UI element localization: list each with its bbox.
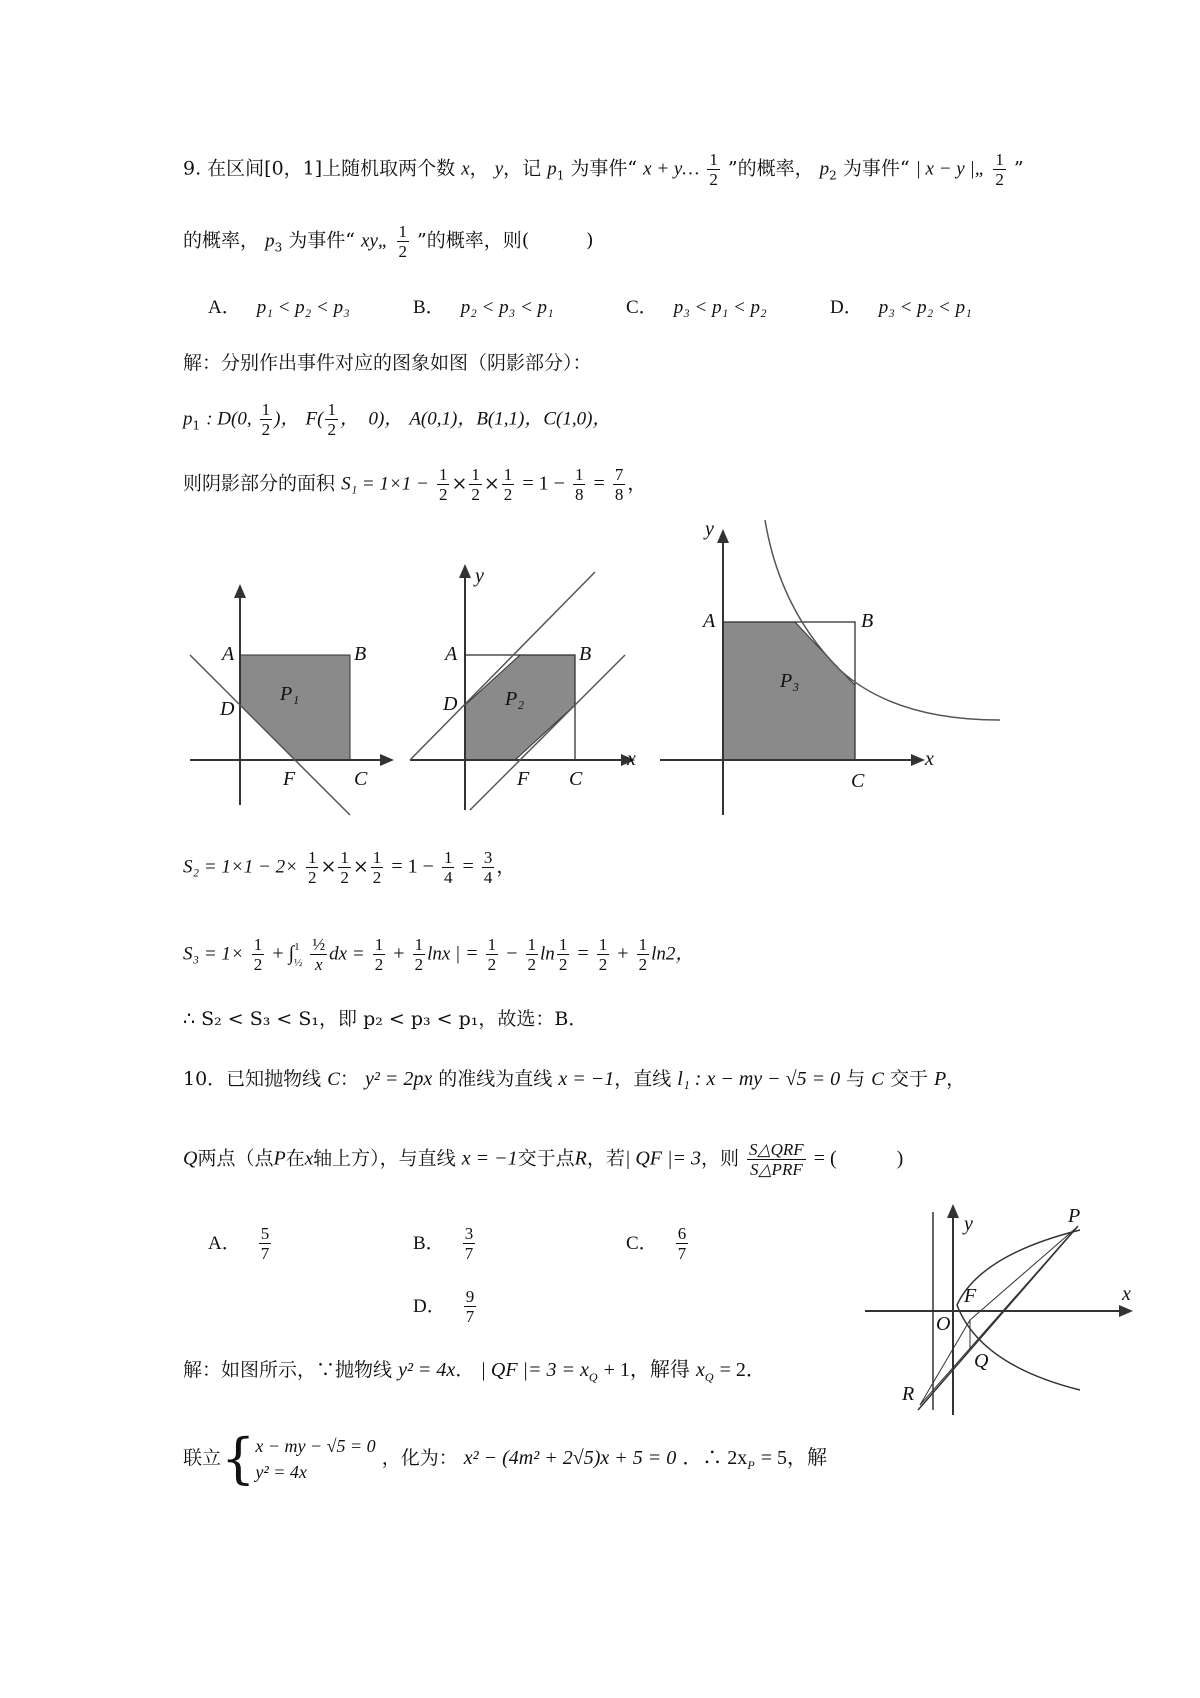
condition-3: xy„ [361,230,389,252]
label-o: O [936,1313,951,1335]
equals: = [577,942,589,965]
label-f: F [283,768,296,790]
times-sign: × [451,472,468,495]
fraction-half [306,848,319,887]
conclusion-text: ∴ S₂ < S₃ < S₁，即 p₂ < p₃ < p₁，故选：B． [183,1008,588,1030]
points-abc: A(0,1)，B(1,1)，C(1,0)， [409,408,612,430]
q9-solution-points [183,400,611,439]
var-x: x [461,158,470,180]
system-eq-2: y² = 4x [255,1462,307,1482]
frac-den: 2 [374,955,384,974]
q9-option-d [830,292,972,319]
system-eq-1: x − my − √5 = 0 [255,1436,376,1456]
label-d: D [443,693,458,715]
x-axis-arrow [911,754,925,766]
ln2: ln2， [651,943,695,965]
label-c: C [569,768,583,790]
s3-expr: S₃ = 1× [183,943,244,965]
q10-text: 轴上方），与直线 [313,1147,456,1170]
q10-line1 [183,1065,965,1094]
fraction-half [373,935,386,974]
label-x: x [925,748,934,770]
s1-expr: S₁ = 1×1 − [341,473,429,495]
label-x: x [627,748,636,770]
label-p1: P₁ [280,683,300,705]
frac-num: 3 [464,1224,474,1243]
fraction-half [338,848,351,887]
option-label: A． [208,1232,241,1254]
q10-stem: 10．已知抛物线 [183,1068,322,1090]
condition-1: x + y… [643,158,700,180]
y-axis-arrow [234,584,246,598]
q9-line2 [183,222,594,261]
q10-option-d [413,1287,478,1326]
ratio-den: S△PRF [749,1160,803,1179]
subscript-q: Q [588,1369,598,1384]
option-text: p₃ < p₂ < p₁ [878,297,972,318]
figure-parabola [860,1200,1140,1420]
point-f-end: ， 0)， [339,408,404,430]
q9-line1 [183,150,1024,189]
fraction-half [437,465,450,504]
solution-text: + 1，解得 [603,1359,690,1381]
punct: ， [469,157,489,180]
label-b: B [354,643,367,665]
solution-text: = 5，解 [760,1447,827,1469]
option-fraction [463,1224,476,1263]
equals: = [466,942,478,965]
frac-den: 2 [995,170,1004,189]
frac-num: 1 [438,465,448,484]
p1-symbol: p [183,408,193,430]
directrix-equation: x = −1 [558,1068,615,1090]
frac-num: 1 [261,400,271,419]
solution-text: = 2． [719,1359,766,1381]
parabola-equation: y² = 4x [398,1359,456,1381]
q10-solution-line1 [183,1356,766,1391]
frac-den: 2 [503,485,513,504]
frac-den: 2 [307,868,317,887]
fraction-half [371,848,384,887]
q10-text: 的准线为直线 [438,1068,553,1090]
frac-den: 4 [443,868,453,887]
label-p3: P₃ [780,670,800,692]
q10-line2 [183,1140,903,1179]
label-c: C [851,770,865,792]
plus: + [393,942,405,965]
p1-sub: 1 [192,418,201,433]
equals: = 1 − [391,855,434,878]
solution-text: 则阴影部分的面积 [183,472,336,495]
figure-p2 [405,560,645,820]
option-fraction [676,1224,689,1263]
frac-den: 2 [487,955,497,974]
q9-text: 为事件“ [570,157,638,180]
frac-den: 2 [527,955,537,974]
equals: = 1 − [522,472,565,495]
punct: ， [496,855,516,878]
p2-sub: 2 [829,168,837,183]
frac-den: 7 [465,1307,475,1326]
ln: ln [540,943,555,965]
option-fraction [464,1287,477,1326]
q10-text: ，若 [586,1147,625,1170]
var-x: x [695,1359,705,1381]
frac-num: 1 [598,935,608,954]
figure-p3 [655,515,1010,820]
punct: ． [455,1359,475,1381]
figure-p1 [180,580,400,820]
quote-mark: ” [1013,157,1024,180]
q10-option-b [413,1224,477,1263]
p2-symbol: p [819,158,830,180]
fraction-1-8 [573,465,586,504]
q9-stem: 9. 在区间[0，1]上随机取两个数 [183,157,456,180]
s2-expr: S₂ = 1×1 − 2× [183,856,298,878]
fraction-3-4 [482,848,495,887]
y-axis-arrow [947,1204,959,1218]
symbol-x: x [304,1148,314,1170]
fraction-half [502,465,515,504]
quadratic-equation: x² − (4m² + 2√5)x + 5 = 0 [463,1447,677,1469]
segment-pf [970,1228,1076,1320]
symbol-c: C [871,1069,884,1090]
equals: = [593,472,605,495]
frac-num: 1 [527,935,537,954]
qf-condition: | QF |= 3 [624,1147,701,1170]
parabola-equation: y² = 2px [364,1068,433,1090]
frac-den: 2 [398,242,407,261]
label-y: y [705,518,714,540]
label-f: F [964,1285,977,1307]
var-y: y [494,158,504,180]
plus: + [617,942,629,965]
punct: ，记 [503,157,542,180]
q9-s2-line [183,848,515,887]
q9-s1-line [183,465,646,504]
lnx: lnx | [427,943,461,965]
fraction-half [486,935,499,974]
option-label: C． [626,1232,658,1254]
area-ratio [747,1140,806,1179]
q10-text: 交于点 [517,1147,575,1170]
frac-num: 1 [307,848,317,867]
times-sign: × [483,472,500,495]
p3-sub: 3 [274,240,283,255]
solution-text: ．∴ 2x [682,1447,748,1469]
frac-num: 1 [709,150,718,169]
fraction-half [413,935,426,974]
punct: ， [946,1068,966,1090]
left-brace: { [221,1427,256,1490]
subscript-p: P [747,1457,755,1472]
frac-num: 9 [465,1287,475,1306]
label-p: P [1068,1205,1081,1227]
q10-text: 在 [285,1147,305,1170]
equation-system [255,1433,375,1485]
frac-num: 1 [372,848,382,867]
fraction-half [325,400,338,439]
q9-text: 为事件“ [842,157,910,180]
option-text: p₁ < p₂ < p₃ [256,297,350,318]
q10-text: ，则 [700,1147,739,1170]
frac-den: 7 [260,1244,270,1263]
point-f: F( [305,408,324,430]
frac-den: 2 [638,955,648,974]
frac-den: 2 [327,420,336,439]
option-fraction [259,1224,272,1263]
frac-den: 2 [558,955,568,974]
q9-text: ”的概率，则( ) [417,229,594,252]
option-label: B． [413,297,445,318]
q9-solution-intro [183,349,592,377]
frac-den: 2 [414,955,424,974]
option-label: D． [413,1295,446,1317]
frac-den: 2 [340,868,349,887]
integrand [310,935,327,974]
label-r: R [902,1383,915,1405]
label-q: Q [974,1350,989,1372]
frac-num: 1 [471,465,480,484]
q10-text: 与 [846,1068,866,1090]
lower-limit: ½ [294,956,303,969]
fraction-half [637,935,650,974]
point-d: : D(0, [206,408,252,430]
option-label: D． [830,297,863,318]
q10-text: = ( ) [813,1147,904,1170]
label-b: B [861,610,874,632]
frac-den: 7 [464,1244,474,1263]
frac-num: 1 [995,150,1004,169]
symbol-p: P [934,1068,947,1090]
q10-text: ，直线 [614,1068,672,1090]
frac-num: 1 [574,465,584,484]
p3-symbol: p [265,230,275,252]
q9-option-a [208,292,350,319]
directrix-equation: x = −1 [461,1147,518,1170]
label-a: A [703,610,716,632]
q10-text: 两点（点 [197,1147,274,1170]
line-equation: l₁ : x − my − √5 = 0 [677,1068,841,1090]
label-y: y [964,1213,973,1235]
label-a: A [222,643,235,665]
option-label: B． [413,1232,445,1254]
symbol-r: R [574,1147,587,1170]
integral-sign: + ∫ [272,942,295,965]
fraction-7-8 [613,465,626,504]
point-d-end: )， [274,408,300,430]
frac-den: 2 [438,485,448,504]
frac-den: 8 [614,485,624,504]
subscript-q: Q [704,1369,714,1384]
option-label: A． [208,297,241,318]
equals: = [462,855,474,878]
q10-text: 交于 [889,1068,928,1090]
upper-limit: 1 [294,940,300,953]
y-axis-arrow [717,529,729,543]
fraction-half [260,400,273,439]
frac-num: 6 [677,1224,687,1243]
label-y: y [475,565,484,587]
option-text: p₂ < p₃ < p₁ [460,297,554,318]
q9-option-c [626,292,767,319]
q9-text: 的概率， [183,229,260,252]
x-axis-arrow [380,754,394,766]
frac-num: 1 [487,935,497,954]
frac-den: 4 [483,868,493,887]
solution-text: 解：分别作出事件对应的图象如图（阴影部分）： [183,352,592,374]
punct: ： [339,1068,359,1090]
q9-text: ”的概率， [727,157,814,180]
integral-limits [294,939,302,971]
punct: ， [627,472,647,495]
q9-option-b [413,292,554,319]
frac-den: 2 [253,955,263,974]
minus: − [506,942,518,965]
label-d: D [220,698,235,720]
option-label: C． [626,297,658,318]
frac-den: 8 [574,485,584,504]
q10-option-a [208,1224,273,1263]
q10-solution-line2 [183,1427,827,1490]
frac-num: 1 [503,465,513,484]
frac-den: 7 [677,1244,687,1263]
label-a: A [445,643,458,665]
fraction-half [707,150,720,189]
dx: dx = [329,943,365,965]
label-p2: P₂ [505,688,525,710]
frac-num: 5 [260,1224,270,1243]
symbol-c: C [327,1069,340,1090]
label-f: F [517,768,530,790]
symbol-q: Q [183,1147,198,1170]
frac-num: 1 [443,848,453,867]
fraction-half [597,935,610,974]
p1-sub: 1 [556,168,565,183]
frac-num: 3 [483,848,493,867]
frac-num: 1 [414,935,424,954]
fraction-half [252,935,265,974]
frac-den: x [315,955,323,974]
shaded-region-p1 [240,655,350,760]
y-axis-arrow [459,564,471,578]
q9-s3-line [183,935,694,974]
frac-num: 1 [327,400,336,419]
label-c: C [354,768,368,790]
ratio-num: S△QRF [749,1140,804,1159]
fraction-half [469,465,482,504]
times-sign: × [352,855,369,878]
q9-text: 为事件“ [288,229,355,252]
fraction-half [557,935,570,974]
fraction-half [526,935,539,974]
frac-num: 1 [374,935,384,954]
frac-num: 1 [253,935,263,954]
q9-conclusion [183,1005,587,1033]
frac-num: 1 [558,935,568,954]
solution-text: 联立 [183,1447,222,1469]
frac-den: 2 [372,868,382,887]
frac-num: 1 [398,222,407,241]
frac-den: 2 [709,170,718,189]
condition-2: | x − y |„ [915,158,986,180]
frac-num: 7 [614,465,624,484]
x-axis-arrow [1119,1305,1133,1317]
q10-option-c [626,1224,690,1263]
option-text: p₃ < p₁ < p₂ [673,297,767,318]
fraction-1-4 [442,848,455,887]
label-x: x [1122,1283,1131,1305]
times-sign: × [320,855,337,878]
qf-expr: | QF |= 3 = x [480,1359,589,1381]
frac-num: 1 [340,848,349,867]
frac-num: ½ [312,935,326,954]
frac-num: 1 [638,935,648,954]
fraction-half [397,222,410,261]
label-b: B [579,643,592,665]
fraction-half [993,150,1006,189]
frac-den: 2 [261,420,271,439]
frac-den: 2 [471,485,480,504]
p1-symbol: p [547,158,557,180]
solution-text: ，化为： [381,1447,458,1469]
frac-den: 2 [598,955,608,974]
symbol-p: P [273,1147,286,1170]
solution-text: 解：如图所示，∵抛物线 [183,1359,393,1381]
